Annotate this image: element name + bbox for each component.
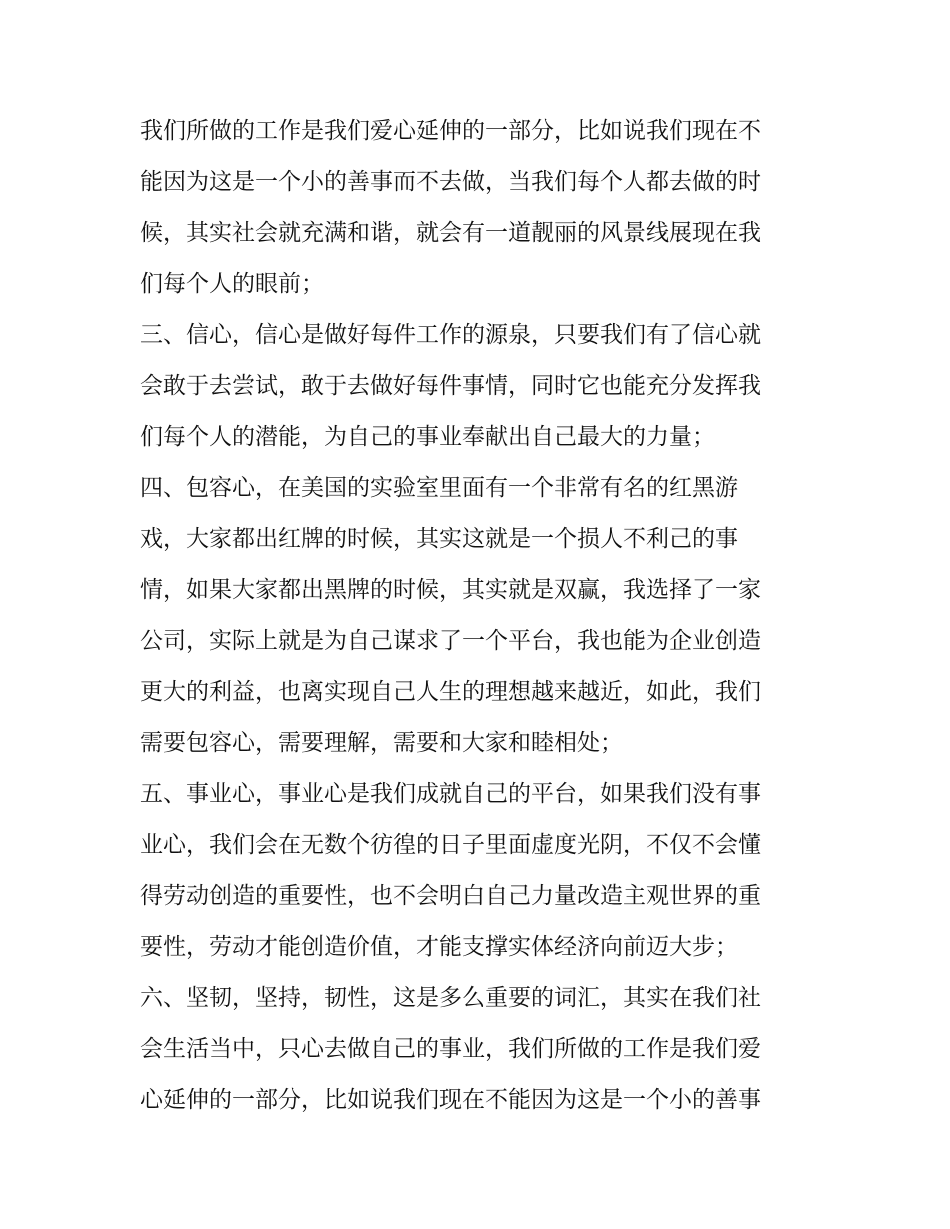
text-line: 公司，实际上就是为自己谋求了一个平台，我也能为企业创造 bbox=[140, 628, 761, 654]
text-line: 候，其实社会就充满和谐，就会有一道靓丽的风景线展现在我 bbox=[140, 220, 761, 246]
text-line: 会敢于去尝试，敢于去做好每件事情，同时它也能充分发挥我 bbox=[140, 373, 761, 399]
text-line: 心延伸的一部分，比如说我们现在不能因为这是一个小的善事 bbox=[140, 1087, 761, 1113]
text-line: 需要包容心，需要理解，需要和大家和睦相处； bbox=[140, 730, 623, 756]
text-line: 要性，劳动才能创造价值，才能支撑实体经济向前迈大步； bbox=[140, 934, 738, 960]
text-line: 们每个人的眼前； bbox=[140, 271, 324, 297]
text-line: 四、包容心，在美国的实验室里面有一个非常有名的红黑游 bbox=[140, 475, 738, 501]
text-line: 得劳动创造的重要性，也不会明白自己力量改造主观世界的重 bbox=[140, 883, 761, 909]
body-text bbox=[140, 106, 820, 1126]
text-line: 五、事业心，事业心是我们成就自己的平台，如果我们没有事 bbox=[140, 781, 761, 807]
text-line: 业心，我们会在无数个彷徨的日子里面虚度光阴，不仅不会懂 bbox=[140, 832, 761, 858]
text-line: 戏，大家都出红牌的时候，其实这就是一个损人不利己的事 bbox=[140, 526, 738, 552]
text-line: 三、信心，信心是做好每件工作的源泉，只要我们有了信心就 bbox=[140, 322, 761, 348]
text-line: 情，如果大家都出黑牌的时候，其实就是双赢，我选择了一家 bbox=[140, 577, 761, 603]
text-line: 会生活当中，只心去做自己的事业，我们所做的工作是我们爱 bbox=[140, 1036, 761, 1062]
text-line: 更大的利益，也离实现自己人生的理想越来越近，如此，我们 bbox=[140, 679, 761, 705]
text-line: 六、坚韧，坚持，韧性，这是多么重要的词汇，其实在我们社 bbox=[140, 985, 761, 1011]
text-line: 我们所做的工作是我们爱心延伸的一部分，比如说我们现在不 bbox=[140, 118, 761, 144]
text-line: 们每个人的潜能，为自己的事业奉献出自己最大的力量； bbox=[140, 424, 715, 450]
text-line: 能因为这是一个小的善事而不去做，当我们每个人都去做的时 bbox=[140, 169, 761, 195]
